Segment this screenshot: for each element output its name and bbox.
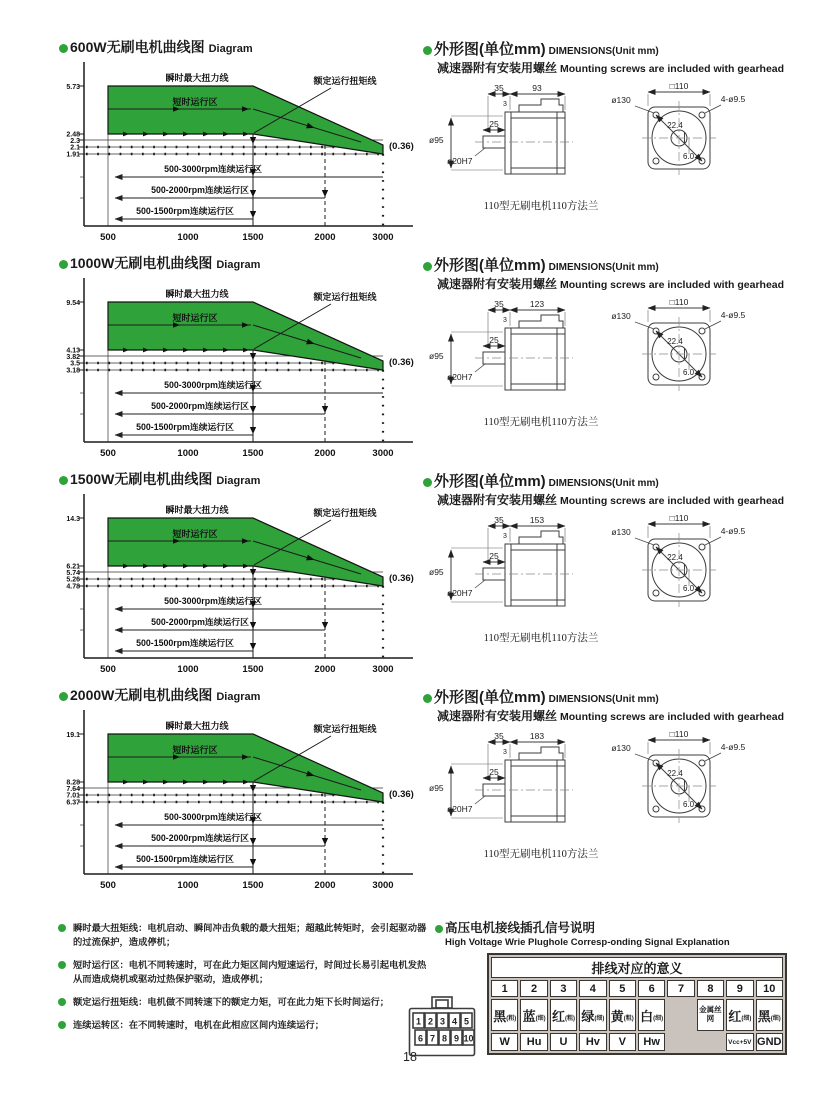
dimensions-title-en: DIMENSIONS(Unit mm)	[548, 262, 659, 273]
peak-torque-label: 瞬时最大扭力线	[165, 505, 229, 515]
y-level-label: 5.74	[66, 570, 80, 577]
dimensions-block	[423, 472, 820, 646]
operating-region	[108, 86, 383, 154]
connector-pin-number: 1	[415, 1016, 422, 1027]
signal-cell: Hw	[638, 1033, 665, 1051]
drawing-caption: 110型无刷电机110方法兰	[483, 849, 599, 860]
signal-section-header	[435, 918, 805, 948]
dimensions-title-cn: 外形图(单位mm)	[434, 257, 546, 274]
dimensions-subtitle	[437, 708, 820, 724]
range-label-1500: 500-1500rpm连续运行区	[136, 206, 234, 216]
x-tick-label: 1000	[177, 664, 199, 675]
dimensions-title-en: DIMENSIONS(Unit mm)	[548, 694, 659, 705]
wire-color-row	[491, 999, 783, 1031]
note-text: 短时运行区：电机不同转速时，可在此力矩区间内短速运行，时间过长易引起电机发热从而造成烧机或驱动过热保护驱动，造成停机；	[73, 959, 427, 984]
bullet-icon	[59, 476, 68, 485]
motor-curve-block	[45, 686, 445, 897]
dim-35-label: 35	[494, 83, 504, 93]
dim-bolt-circle-label: ø130	[611, 95, 631, 105]
chart-title-text: 1000W无刷电机曲线图	[70, 255, 213, 271]
bullet-icon	[59, 692, 68, 701]
dimensions-header	[423, 688, 820, 708]
bullet-icon	[58, 998, 66, 1006]
dim-body-length-label: 123	[529, 299, 545, 309]
signal-cell-empty	[667, 1033, 694, 1051]
drawing-caption: 110型无刷电机110方法兰	[483, 633, 599, 644]
pin-number-row	[491, 980, 783, 997]
x-tick-label: 500	[100, 448, 116, 459]
catalog-row	[0, 254, 820, 470]
table-title: 排线对应的意义	[491, 957, 783, 978]
dim-3-label: 3	[503, 317, 507, 324]
signal-name-row	[491, 1033, 783, 1051]
x-tick-label: 500	[100, 664, 116, 675]
pin-number-cell: 5	[609, 980, 636, 997]
dim-35-label: 35	[494, 299, 504, 309]
wire-color-cell: 白(细)	[638, 999, 665, 1031]
bullet-icon	[58, 924, 66, 932]
torque-speed-chart	[45, 489, 445, 681]
bullet-icon	[423, 694, 432, 703]
motor-front-view	[635, 308, 721, 391]
peak-torque-label: 瞬时最大扭力线	[165, 73, 229, 83]
rated-torque-label: 额定运行扭矩线	[313, 76, 377, 86]
dim-bolt-circle-label: ø130	[611, 527, 631, 537]
range-label-2000: 500-2000rpm连续运行区	[151, 617, 249, 627]
catalog-row	[0, 686, 820, 902]
dim-shaft-dia-label: ø20H7	[447, 804, 473, 814]
bullet-icon	[59, 44, 68, 53]
wire-color-cell: 绿(细)	[579, 999, 606, 1031]
bullet-icon	[58, 961, 66, 969]
dimensions-header	[423, 40, 820, 60]
range-label-1500: 500-1500rpm连续运行区	[136, 854, 234, 864]
dim-shaft-dia-label: ø20H7	[447, 156, 473, 166]
dim-square-label: □110	[669, 730, 689, 739]
y-peak-label: 5.73	[66, 84, 80, 91]
pin-number-cell: 3	[550, 980, 577, 997]
end-value-label: (0.36)	[389, 357, 414, 368]
dim-body-dia-label: ø95	[429, 567, 444, 577]
x-tick-label: 1500	[242, 664, 264, 675]
pin-number-cell: 6	[638, 980, 665, 997]
y-level-label: 7.01	[66, 792, 80, 800]
y-level-label: 6.37	[66, 799, 80, 807]
x-tick-label: 500	[100, 232, 116, 243]
y-level-label: 4.13	[66, 347, 80, 355]
note-text: 瞬时最大扭矩线：电机启动、瞬间冲击负载的最大扭矩；超越此转矩时，会引起驱动器的过流保护，造成停机；	[73, 923, 427, 947]
chart-title-text: 1500W无刷电机曲线图	[70, 471, 213, 487]
dimension-drawing	[423, 82, 818, 214]
wire-color-cell: 红(细)	[726, 999, 753, 1031]
note-item	[58, 922, 434, 950]
dim-bolt-circle-label: ø130	[611, 743, 631, 753]
dimension-drawing	[423, 730, 818, 862]
dim-25-label: 25	[489, 767, 499, 777]
x-tick-label: 2000	[314, 448, 336, 459]
end-value-label: (0.36)	[389, 573, 414, 584]
short-run-label: 短时运行区	[172, 745, 218, 755]
wiring-signal-table	[487, 953, 787, 1055]
dim-body-length-label: 153	[529, 515, 545, 525]
dimensions-subtitle-en: Mounting screws are included with gearhead	[560, 63, 785, 75]
connector-pin-number: 5	[463, 1016, 470, 1027]
x-tick-label: 1000	[177, 448, 199, 459]
range-label-3000: 500-3000rpm连续运行区	[164, 164, 262, 174]
chart-title	[59, 686, 445, 704]
chart-title-text: 2000W无刷电机曲线图	[70, 687, 213, 703]
dimension-drawing	[423, 298, 818, 430]
motor-curve-block	[45, 38, 445, 249]
signal-cell-empty	[697, 1033, 724, 1051]
note-item	[58, 1016, 434, 1033]
y-level-label: 3.5	[70, 360, 80, 368]
table-title-row	[491, 957, 783, 978]
dim-key2-label: 6.0	[683, 584, 695, 593]
connector-pin-number: 6	[417, 1033, 424, 1044]
range-label-3000: 500-3000rpm连续运行区	[164, 596, 262, 606]
dimensions-block	[423, 256, 820, 430]
dimensions-subtitle-cn: 减速器附有安装用螺丝	[437, 277, 558, 291]
dim-holes-label: 4-ø9.5	[720, 94, 746, 104]
bullet-icon	[435, 925, 443, 933]
dim-shaft-dia-label: ø20H7	[447, 372, 473, 382]
dim-25-label: 25	[489, 551, 499, 561]
torque-speed-chart	[45, 705, 445, 897]
y-level-label: 7.64	[66, 786, 80, 793]
dimensions-title-en: DIMENSIONS(Unit mm)	[548, 478, 659, 489]
x-tick-label: 1000	[177, 880, 199, 891]
bullet-icon	[423, 478, 432, 487]
connector-pin-number: 4	[451, 1016, 458, 1027]
x-tick-label: 1500	[242, 448, 264, 459]
wire-color-cell: 金属丝网	[697, 999, 724, 1031]
rated-torque-label: 额定运行扭矩线	[313, 724, 377, 734]
pin-number-cell: 7	[667, 980, 694, 997]
bullet-icon	[58, 1021, 66, 1029]
rows-container	[0, 38, 820, 902]
dim-key-label: 22.4	[667, 337, 683, 346]
y-level-label: 1.91	[66, 151, 80, 159]
range-label-3000: 500-3000rpm连续运行区	[164, 380, 262, 390]
connector-pin-number: 2	[427, 1016, 434, 1027]
y-level-label: 2.48	[66, 131, 80, 139]
x-tick-label: 2000	[314, 880, 336, 891]
connector-pin-number: 7	[429, 1033, 436, 1044]
dim-body-length-label: 183	[529, 731, 545, 741]
signal-cell: Hu	[520, 1033, 547, 1051]
dimensions-subtitle-cn: 减速器附有安装用螺丝	[437, 493, 558, 507]
y-level-label: 3.18	[66, 367, 80, 375]
wire-color-cell: 蓝(细)	[520, 999, 547, 1031]
dim-body-dia-label: ø95	[429, 351, 444, 361]
y-peak-label: 19.1	[66, 732, 80, 739]
dim-3-label: 3	[503, 101, 507, 108]
y-peak-label: 14.3	[66, 516, 80, 523]
wire-color-cell: 黑(粗)	[491, 999, 518, 1031]
dimensions-title-cn: 外形图(单位mm)	[434, 689, 546, 706]
dimensions-header	[423, 472, 820, 492]
wire-color-cell: 黑(细)	[756, 999, 783, 1031]
dimensions-block	[423, 40, 820, 214]
x-tick-label: 3000	[372, 232, 394, 243]
dim-35-label: 35	[494, 515, 504, 525]
signal-title-en: High Voltage Wrie Plughole Corresp-onding Signal Explanation	[445, 937, 730, 948]
pin-number-cell: 2	[520, 980, 547, 997]
y-level-label: 2.1	[70, 144, 80, 152]
dimensions-title-cn: 外形图(单位mm)	[434, 41, 546, 58]
dim-shaft-dia-label: ø20H7	[447, 588, 473, 598]
dim-square-label: □110	[669, 298, 689, 307]
connector-pin-number: 3	[439, 1016, 446, 1027]
dim-25-label: 25	[489, 335, 499, 345]
dim-3-label: 3	[503, 533, 507, 540]
y-level-label: 4.78	[66, 583, 80, 591]
dim-holes-label: 4-ø9.5	[720, 526, 746, 536]
dimensions-subtitle-cn: 减速器附有安装用螺丝	[437, 709, 558, 723]
end-value-label: (0.36)	[389, 141, 414, 152]
dim-3-label: 3	[503, 749, 507, 756]
connector-pin-number: 9	[453, 1033, 460, 1044]
bullet-icon	[423, 262, 432, 271]
range-label-2000: 500-2000rpm连续运行区	[151, 833, 249, 843]
signal-cell: U	[550, 1033, 577, 1051]
operating-region	[108, 302, 383, 370]
x-tick-label: 2000	[314, 232, 336, 243]
bottom-section	[0, 900, 820, 1104]
pin-number-cell: 9	[726, 980, 753, 997]
range-label-2000: 500-2000rpm连续运行区	[151, 185, 249, 195]
signal-cell: Vcc+5V	[726, 1033, 753, 1051]
rated-torque-label: 额定运行扭矩线	[313, 508, 377, 518]
dimensions-subtitle-cn: 减速器附有安装用螺丝	[437, 61, 558, 75]
chart-title-text: 600W无刷电机曲线图	[70, 39, 205, 55]
short-run-label: 短时运行区	[172, 97, 218, 107]
chart-title	[59, 254, 445, 272]
chart-title-subtext: Diagram	[216, 259, 261, 271]
drawing-caption: 110型无刷电机110方法兰	[483, 201, 599, 212]
y-level-label: 5.26	[66, 576, 80, 584]
range-label-1500: 500-1500rpm连续运行区	[136, 422, 234, 432]
dimensions-header	[423, 256, 820, 276]
range-label-1500: 500-1500rpm连续运行区	[136, 638, 234, 648]
dim-25-label: 25	[489, 119, 499, 129]
y-level-label: 3.82	[66, 354, 80, 361]
pin-number-cell: 1	[491, 980, 518, 997]
wire-color-cell: 红(粗)	[550, 999, 577, 1031]
dim-key2-label: 6.0	[683, 152, 695, 161]
dimensions-title-cn: 外形图(单位mm)	[434, 473, 546, 490]
dim-key-label: 22.4	[667, 553, 683, 562]
motor-front-view	[635, 740, 721, 823]
rated-torque-label: 额定运行扭矩线	[313, 292, 377, 302]
chart-title-subtext: Diagram	[216, 475, 261, 487]
operating-region	[108, 734, 383, 802]
catalog-row	[0, 38, 820, 254]
dimensions-subtitle-en: Mounting screws are included with gearhead	[560, 711, 785, 723]
signal-cell: W	[491, 1033, 518, 1051]
dim-key-label: 22.4	[667, 769, 683, 778]
torque-speed-chart	[45, 57, 445, 249]
x-tick-label: 3000	[372, 448, 394, 459]
operating-region	[108, 518, 383, 586]
dim-bolt-circle-label: ø130	[611, 311, 631, 321]
dim-holes-label: 4-ø9.5	[720, 742, 746, 752]
x-tick-label: 500	[100, 880, 116, 891]
dimensions-subtitle	[437, 492, 820, 508]
pin-number-cell: 8	[697, 980, 724, 997]
pin-number-cell: 4	[579, 980, 606, 997]
note-text: 额定运行扭矩线：电机做不同转速下的额定力矩，可在此力矩下长时间运行；	[73, 996, 390, 1007]
dim-key-label: 22.4	[667, 121, 683, 130]
peak-torque-label: 瞬时最大扭力线	[165, 721, 229, 731]
dim-square-label: □110	[669, 514, 689, 523]
range-label-2000: 500-2000rpm连续运行区	[151, 401, 249, 411]
chart-title-subtext: Diagram	[216, 691, 261, 703]
y-level-label: 6.21	[66, 563, 80, 571]
catalog-row	[0, 470, 820, 686]
chart-title	[59, 38, 445, 56]
dimensions-subtitle-en: Mounting screws are included with gearhead	[560, 495, 785, 507]
peak-torque-label: 瞬时最大扭力线	[165, 289, 229, 299]
x-tick-label: 1500	[242, 232, 264, 243]
dimensions-subtitle	[437, 60, 820, 76]
dimensions-subtitle	[437, 276, 820, 292]
short-run-label: 短时运行区	[172, 529, 218, 539]
signal-title	[435, 918, 805, 936]
motor-front-view	[635, 524, 721, 607]
drawing-caption: 110型无刷电机110方法兰	[483, 417, 599, 428]
torque-speed-chart	[45, 273, 445, 465]
wire-color-cell-empty	[667, 999, 694, 1031]
dim-body-dia-label: ø95	[429, 135, 444, 145]
page-number: 18	[403, 1050, 417, 1064]
signal-cell: GND	[756, 1033, 783, 1051]
end-value-label: (0.36)	[389, 789, 414, 800]
dimensions-block	[423, 688, 820, 862]
note-item	[58, 959, 434, 987]
y-peak-label: 9.54	[66, 300, 80, 307]
chart-title	[59, 470, 445, 488]
dimensions-title-en: DIMENSIONS(Unit mm)	[548, 46, 659, 57]
dim-body-dia-label: ø95	[429, 783, 444, 793]
motor-curve-block	[45, 470, 445, 681]
short-run-label: 短时运行区	[172, 313, 218, 323]
bullet-icon	[423, 46, 432, 55]
bullet-icon	[59, 260, 68, 269]
signal-cell: Hv	[579, 1033, 606, 1051]
y-level-label: 8.28	[66, 779, 80, 787]
connector-pin-number: 10	[463, 1033, 474, 1044]
dim-body-length-label: 93	[532, 83, 542, 93]
x-tick-label: 1000	[177, 232, 199, 243]
dimension-drawing	[423, 514, 818, 646]
x-tick-label: 2000	[314, 664, 336, 675]
note-text: 连续运转区：在不同转速时，电机在此相应区间内连续运行；	[73, 1019, 325, 1030]
x-tick-label: 3000	[372, 880, 394, 891]
chart-title-subtext: Diagram	[208, 43, 253, 55]
x-tick-label: 1500	[242, 880, 264, 891]
x-tick-label: 3000	[372, 664, 394, 675]
dimensions-subtitle-en: Mounting screws are included with gearhead	[560, 279, 785, 291]
notes-list	[58, 922, 434, 1042]
motor-front-view	[635, 92, 721, 175]
dim-key2-label: 6.0	[683, 800, 695, 809]
y-level-label: 2.3	[70, 138, 80, 145]
range-label-3000: 500-3000rpm连续运行区	[164, 812, 262, 822]
signal-title-cn: 高压电机接线插孔信号说明	[445, 921, 596, 935]
connector-pin-number: 8	[441, 1033, 448, 1044]
motor-curve-block	[45, 254, 445, 465]
pin-number-cell: 10	[756, 980, 783, 997]
note-item	[58, 996, 434, 1010]
wire-color-cell: 黄(粗)	[609, 999, 636, 1031]
dim-square-label: □110	[669, 82, 689, 91]
dim-holes-label: 4-ø9.5	[720, 310, 746, 320]
dim-35-label: 35	[494, 731, 504, 741]
dim-key2-label: 6.0	[683, 368, 695, 377]
signal-cell: V	[609, 1033, 636, 1051]
